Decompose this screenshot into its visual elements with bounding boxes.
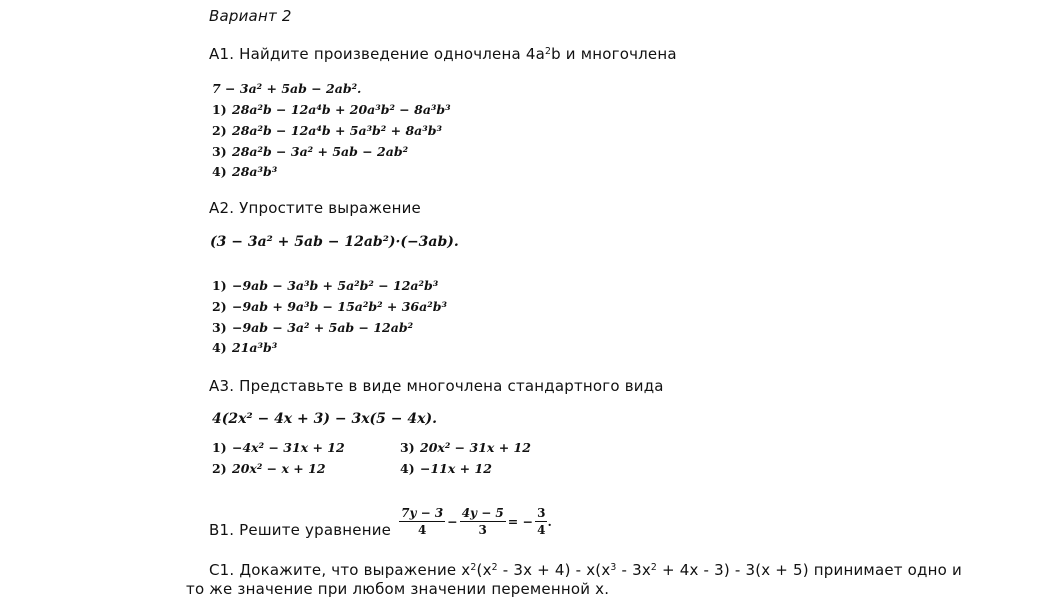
c1-line-2: то же значение при любом значении переменной x.: [186, 580, 610, 598]
a3-expression: 4(2x² − 4x + 3) − 3x(5 − 4x).: [212, 411, 437, 427]
a1-option-1: 1) 28a²b − 12a⁴b + 20a³b² − 8a³b³: [212, 102, 451, 117]
c1-line-1: С1. Докажите, что выражение $x^2(x^2 - 3x + 4) - x(x^3 - 3x^2 + 4x - 3) - 3(x + 5)$ принимает одно и: [209, 561, 962, 579]
a3-prompt: А3. Представьте в виде многочлена стандартного вида: [209, 377, 664, 395]
a2-prompt: А2. Упростите выражение: [209, 199, 421, 217]
a2-option-3: 3) −9ab − 3a² + 5ab − 12ab²: [212, 320, 414, 335]
a3-option-1: 1) −4x² − 31x + 12: [212, 440, 345, 455]
a2-expression: (3 − 3a² + 5ab − 12ab²)·(−3ab).: [210, 234, 459, 250]
a3-option-3: 3) 20x² − 31x + 12: [400, 440, 531, 455]
a1-option-3: 3) 28a²b − 3a² + 5ab − 2ab²: [212, 144, 409, 159]
a3-option-2: 2) 20x² − x + 12: [212, 461, 326, 476]
a2-option-4: 4) 21a³b³: [212, 340, 278, 355]
a1-option-4: 4) 28a³b³: [212, 164, 278, 179]
b1-fraction-3: $\frac{3}{4}$: [537, 505, 546, 537]
b1-fraction-2: $\frac{4y - 5}{3}$: [461, 505, 504, 537]
a2-option-1: 1) −9ab − 3a³b + 5a²b² − 12a²b³: [212, 278, 439, 293]
b1-fraction-1: $\frac{7y - 3}{4}$: [401, 505, 444, 537]
variant-title: Вариант 2: [209, 7, 292, 25]
b1-row: [209, 503, 552, 539]
b1-prompt: В1. Решите уравнение: [209, 521, 392, 539]
b1-equation: $\frac{7y - 3}{4}$ − $\frac{4y - 5}{3}$ = − $\frac{3}{4}$ .: [401, 505, 552, 537]
a1-polynomial: 7 − 3a² + 5ab − 2ab².: [212, 81, 362, 96]
a3-option-4: 4) −11x + 12: [400, 461, 492, 476]
a2-option-2: 2) −9ab + 9a³b − 15a²b² + 36a²b³: [212, 299, 447, 314]
a1-option-2: 2) 28a²b − 12a⁴b + 5a³b² + 8a³b³: [212, 123, 442, 138]
a1-prompt: А1. Найдите произведение одночлена $4a^2b$ и многочлена: [209, 45, 677, 63]
